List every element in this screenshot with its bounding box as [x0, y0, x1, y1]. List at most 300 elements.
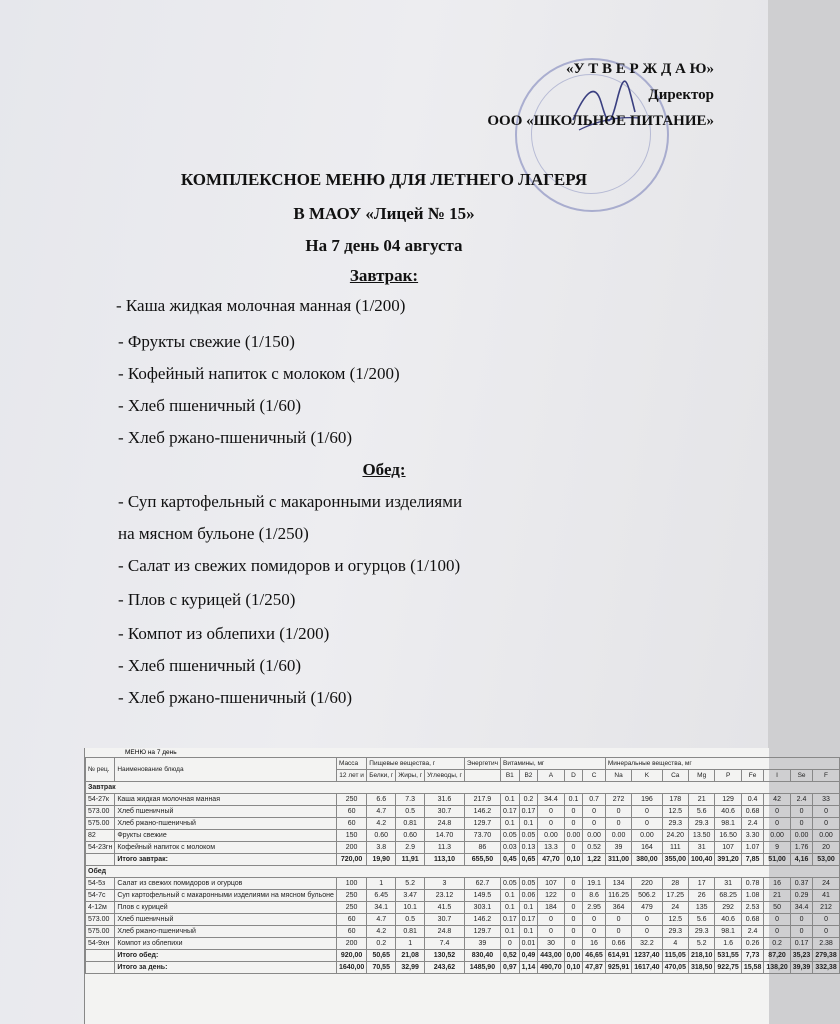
table-cell: 53,00: [813, 854, 839, 866]
table-cell: 0: [632, 806, 662, 818]
table-cell: 0: [764, 818, 790, 830]
dish-name-cell: Итого завтрак:: [115, 854, 337, 866]
table-cell: [86, 962, 115, 974]
table-cell: 272: [605, 794, 631, 806]
header-subcolumn: Mg: [688, 770, 714, 782]
table-cell: 7.3: [396, 794, 425, 806]
table-cell: 5.6: [688, 806, 714, 818]
table-cell: 50: [764, 902, 790, 914]
table-cell: 32,99: [396, 962, 425, 974]
table-cell: 149.5: [464, 890, 500, 902]
table-cell: [86, 854, 115, 866]
table-cell: 218,10: [688, 950, 714, 962]
table-cell: 16: [764, 878, 790, 890]
header-subcolumn: 12 лет и: [336, 770, 366, 782]
table-cell: 46,65: [583, 950, 606, 962]
table-cell: 0,52: [501, 950, 520, 962]
table-cell: 40.6: [715, 914, 741, 926]
table-cell: 1.6: [715, 938, 741, 950]
table-cell: 0.4: [741, 794, 764, 806]
table-cell: 0.1: [519, 818, 538, 830]
table-cell: 29.3: [688, 818, 714, 830]
table-cell: 107: [538, 878, 564, 890]
table-cell: 0: [538, 914, 564, 926]
approval-block: [487, 56, 714, 134]
lunch-heading: Обед:: [362, 460, 406, 479]
table-cell: 0.00: [564, 830, 583, 842]
table-cell: 391,20: [715, 854, 741, 866]
table-cell: 0.00: [764, 830, 790, 842]
table-row: [86, 878, 840, 890]
table-cell: 0.1: [501, 926, 520, 938]
table-cell: 73.70: [464, 830, 500, 842]
table-cell: 5.2: [688, 938, 714, 950]
dish-name-cell: Каша жидкая молочная манная: [115, 794, 337, 806]
header-subcolumn: P: [715, 770, 741, 782]
table-cell: 332,38: [813, 962, 839, 974]
table-cell: 54-27к: [86, 794, 115, 806]
table-cell: 0,65: [519, 854, 538, 866]
header-subcolumn: A: [538, 770, 564, 782]
table-cell: 0: [564, 914, 583, 926]
table-cell: 0.52: [583, 842, 606, 854]
table-cell: 0.00: [813, 830, 839, 842]
breakfast-item: - Хлеб пшеничный (1/60): [118, 396, 302, 415]
table-cell: 0.1: [564, 794, 583, 806]
header-subcolumn: F: [813, 770, 839, 782]
table-cell: 575.00: [86, 818, 115, 830]
table-cell: 31: [688, 842, 714, 854]
table-cell: 164: [632, 842, 662, 854]
nutrition-table: [85, 757, 840, 974]
table-cell: 0: [583, 806, 606, 818]
table-cell: 12.5: [662, 806, 688, 818]
table-cell: 380,00: [632, 854, 662, 866]
table-row: [86, 926, 840, 938]
table-cell: 100,40: [688, 854, 714, 866]
table-cell: 1,22: [583, 854, 606, 866]
table-cell: 129.7: [464, 818, 500, 830]
dish-name-cell: Итого обед:: [115, 950, 337, 962]
table-cell: 0.1: [519, 926, 538, 938]
section-row: [86, 866, 840, 878]
table-cell: 0,45: [501, 854, 520, 866]
table-cell: 19,90: [367, 854, 396, 866]
table-cell: 1,14: [519, 962, 538, 974]
table-cell: 614,91: [605, 950, 631, 962]
table-cell: 0: [538, 806, 564, 818]
table-row: [86, 914, 840, 926]
header-energy: Энергетич: [464, 758, 500, 770]
table-cell: 11,91: [396, 854, 425, 866]
table-cell: 0.05: [519, 830, 538, 842]
table-cell: 0.03: [501, 842, 520, 854]
table-cell: 200: [336, 938, 366, 950]
table-cell: 0.17: [790, 938, 813, 950]
breakfast-item: - Фрукты свежие (1/150): [118, 332, 295, 351]
header-minerals: Минеральные вещества, мг: [605, 758, 839, 770]
table-row: [86, 806, 840, 818]
table-cell: 3.47: [396, 890, 425, 902]
school-title: В МАОУ «Лицей № 15»: [293, 204, 475, 223]
table-cell: 29.3: [688, 926, 714, 938]
table-cell: 1237,40: [632, 950, 662, 962]
table-cell: 0: [764, 806, 790, 818]
table-cell: 250: [336, 794, 366, 806]
table-cell: 135: [688, 902, 714, 914]
table-cell: 0: [813, 926, 839, 938]
table-cell: 2.4: [790, 794, 813, 806]
table-cell: 364: [605, 902, 631, 914]
table-cell: 7.4: [425, 938, 465, 950]
table-cell: 0: [501, 938, 520, 950]
lunch-item: - Компот из облепихи (1/200): [118, 624, 330, 643]
table-cell: 21: [688, 794, 714, 806]
lunch-item: - Хлеб пшеничный (1/60): [118, 656, 302, 675]
table-cell: 0: [564, 842, 583, 854]
table-cell: 0.60: [396, 830, 425, 842]
total-row: [86, 854, 840, 866]
table-cell: 355,00: [662, 854, 688, 866]
menu-title: КОМПЛЕКСНОЕ МЕНЮ ДЛЯ ЛЕТНЕГО ЛАГЕРЯ: [180, 170, 588, 189]
table-cell: 16.50: [715, 830, 741, 842]
table-cell: 5.6: [688, 914, 714, 926]
table-cell: 479: [632, 902, 662, 914]
table-cell: 41: [813, 890, 839, 902]
table-cell: 0.17: [501, 914, 520, 926]
table-cell: 250: [336, 902, 366, 914]
header-dish-name: Наименование блюда: [115, 758, 337, 782]
table-header-row-1: [86, 758, 840, 770]
table-cell: 1.76: [790, 842, 813, 854]
header-subcolumn: D: [564, 770, 583, 782]
table-cell: 39: [605, 842, 631, 854]
table-cell: 0.1: [519, 902, 538, 914]
table-cell: 17: [688, 878, 714, 890]
breakfast-heading: Завтрак:: [349, 266, 419, 285]
table-cell: 0.26: [741, 938, 764, 950]
table-cell: 98.1: [715, 926, 741, 938]
table-cell: 0.1: [501, 818, 520, 830]
table-cell: Обед: [86, 866, 840, 878]
table-cell: 4.7: [367, 806, 396, 818]
table-cell: 19.1: [583, 878, 606, 890]
table-cell: 920,00: [336, 950, 366, 962]
table-cell: 8.6: [583, 890, 606, 902]
lunch-item: на мясном бульоне (1/250): [118, 524, 309, 543]
table-cell: 0.81: [396, 926, 425, 938]
header-subcolumn: I: [764, 770, 790, 782]
header-subcolumn: C: [583, 770, 606, 782]
table-row: [86, 830, 840, 842]
table-cell: 200: [336, 842, 366, 854]
table-row: [86, 794, 840, 806]
header-subcolumn: Жиры, г: [396, 770, 425, 782]
table-cell: 1: [396, 938, 425, 950]
table-cell: 0.2: [519, 794, 538, 806]
table-row: [86, 842, 840, 854]
table-cell: 0: [583, 818, 606, 830]
table-cell: 0.78: [741, 878, 764, 890]
breakfast-item: - Каша жидкая молочная манная (1/200): [116, 296, 406, 315]
table-cell: 60: [336, 818, 366, 830]
table-cell: 1640,00: [336, 962, 366, 974]
table-cell: 573.00: [86, 914, 115, 926]
table-cell: 0: [632, 926, 662, 938]
dish-name-cell: Фрукты свежие: [115, 830, 337, 842]
dish-name-cell: Хлеб пшеничный: [115, 914, 337, 926]
table-cell: 0.60: [367, 830, 396, 842]
table-cell: 0: [605, 818, 631, 830]
table-cell: 196: [632, 794, 662, 806]
table-cell: 0.68: [741, 806, 764, 818]
table-cell: 0: [564, 818, 583, 830]
table-cell: 178: [662, 794, 688, 806]
table-caption: МЕНЮ на 7 день: [125, 749, 177, 756]
table-cell: 0,10: [564, 854, 583, 866]
table-cell: 573.00: [86, 806, 115, 818]
table-cell: 0.68: [741, 914, 764, 926]
table-cell: 0: [790, 818, 813, 830]
table-cell: 1: [367, 878, 396, 890]
table-cell: 34.4: [538, 794, 564, 806]
table-cell: 0: [605, 914, 631, 926]
table-cell: 60: [336, 926, 366, 938]
table-cell: 0: [538, 926, 564, 938]
table-cell: 134: [605, 878, 631, 890]
table-cell: 0.1: [501, 902, 520, 914]
table-cell: 0.17: [519, 806, 538, 818]
table-cell: 0: [564, 806, 583, 818]
table-cell: 17.25: [662, 890, 688, 902]
table-cell: 47,70: [538, 854, 564, 866]
table-cell: 54-7с: [86, 890, 115, 902]
table-cell: 13.50: [688, 830, 714, 842]
table-cell: 0.29: [790, 890, 813, 902]
table-cell: 4.7: [367, 914, 396, 926]
table-cell: 0.5: [396, 914, 425, 926]
table-cell: 0: [764, 914, 790, 926]
table-cell: 0.17: [519, 914, 538, 926]
table-cell: 33: [813, 794, 839, 806]
table-cell: 0.1: [501, 794, 520, 806]
table-cell: 292: [715, 902, 741, 914]
dish-name-cell: Хлеб ржано-пшеничный: [115, 818, 337, 830]
dish-name-cell: Суп картофельный с макаронными изделиями на мясном бульоне: [115, 890, 337, 902]
table-cell: 243,62: [425, 962, 465, 974]
table-cell: 146.2: [464, 806, 500, 818]
table-cell: 107: [715, 842, 741, 854]
approval-line-3: ООО «ШКОЛЬНОЕ ПИТАНИЕ»: [487, 113, 714, 129]
table-cell: 146.2: [464, 914, 500, 926]
table-cell: 303.1: [464, 902, 500, 914]
lunch-item: - Салат из свежих помидоров и огурцов (1/100): [118, 556, 461, 575]
table-cell: 0: [764, 926, 790, 938]
table-cell: 212: [813, 902, 839, 914]
table-cell: 0.00: [790, 830, 813, 842]
table-cell: 0: [583, 914, 606, 926]
table-cell: 86: [464, 842, 500, 854]
table-cell: 4: [662, 938, 688, 950]
table-cell: 311,00: [605, 854, 631, 866]
header-mass: Масса: [336, 758, 366, 770]
table-cell: 31.6: [425, 794, 465, 806]
table-cell: 7,85: [741, 854, 764, 866]
table-cell: 51,00: [764, 854, 790, 866]
table-cell: 30.7: [425, 806, 465, 818]
table-cell: 443,00: [538, 950, 564, 962]
total-row: [86, 950, 840, 962]
table-cell: 0: [790, 806, 813, 818]
dish-name-cell: Итого за день:: [115, 962, 337, 974]
table-cell: 116.25: [605, 890, 631, 902]
table-cell: 0.13: [519, 842, 538, 854]
header-subcolumn: Fe: [741, 770, 764, 782]
table-cell: 925,91: [605, 962, 631, 974]
table-cell: 20: [813, 842, 839, 854]
table-cell: 87,20: [764, 950, 790, 962]
header-vitamins: Витамины, мг: [501, 758, 606, 770]
table-row: [86, 818, 840, 830]
table-cell: 68.25: [715, 890, 741, 902]
table-cell: 21,08: [396, 950, 425, 962]
dish-name-cell: Хлеб ржано-пшеничный: [115, 926, 337, 938]
table-cell: 113,10: [425, 854, 465, 866]
table-cell: 217.9: [464, 794, 500, 806]
table-cell: 720,00: [336, 854, 366, 866]
section-row: [86, 782, 840, 794]
table-cell: 575.00: [86, 926, 115, 938]
table-cell: 6.45: [367, 890, 396, 902]
table-cell: 0: [564, 938, 583, 950]
table-cell: 0.7: [583, 794, 606, 806]
table-cell: 41.5: [425, 902, 465, 914]
table-row: [86, 890, 840, 902]
dish-name-cell: Хлеб пшеничный: [115, 806, 337, 818]
table-cell: 62.7: [464, 878, 500, 890]
table-cell: 30.7: [425, 914, 465, 926]
nutrition-table-sheet: [84, 748, 837, 1024]
table-cell: 0: [564, 926, 583, 938]
table-cell: 0.01: [519, 938, 538, 950]
table-cell: 28: [662, 878, 688, 890]
table-cell: 1.08: [741, 890, 764, 902]
table-cell: 129.7: [464, 926, 500, 938]
table-cell: 0: [813, 818, 839, 830]
table-cell: 138,20: [764, 962, 790, 974]
table-cell: 0.06: [519, 890, 538, 902]
approval-line-2: Директор: [648, 87, 714, 103]
header-subcolumn: B1: [501, 770, 520, 782]
dish-name-cell: Салат из свежих помидоров и огурцов: [115, 878, 337, 890]
table-cell: 0.00: [605, 830, 631, 842]
table-cell: 0: [564, 902, 583, 914]
table-cell: 3.8: [367, 842, 396, 854]
table-cell: 54-5з: [86, 878, 115, 890]
table-cell: 13.3: [538, 842, 564, 854]
table-cell: 0: [538, 818, 564, 830]
table-cell: 54-23гн: [86, 842, 115, 854]
table-cell: 150: [336, 830, 366, 842]
table-cell: 23.12: [425, 890, 465, 902]
table-cell: 29.3: [662, 818, 688, 830]
dish-name-cell: Компот из облепихи: [115, 938, 337, 950]
table-cell: 0.37: [790, 878, 813, 890]
table-cell: 24.8: [425, 818, 465, 830]
table-cell: 60: [336, 914, 366, 926]
table-cell: 115,05: [662, 950, 688, 962]
table-cell: 32.2: [632, 938, 662, 950]
table-cell: 1617,40: [632, 962, 662, 974]
table-cell: 4.2: [367, 818, 396, 830]
table-cell: 31: [715, 878, 741, 890]
table-cell: 12.5: [662, 914, 688, 926]
table-cell: 26: [688, 890, 714, 902]
table-cell: 0.2: [764, 938, 790, 950]
table-cell: 70,55: [367, 962, 396, 974]
table-cell: 24.20: [662, 830, 688, 842]
table-cell: 0.2: [367, 938, 396, 950]
table-cell: 1.07: [741, 842, 764, 854]
table-cell: 130,52: [425, 950, 465, 962]
table-cell: 0: [632, 914, 662, 926]
table-cell: 470,05: [662, 962, 688, 974]
header-subcolumn: K: [632, 770, 662, 782]
table-cell: 0.00: [538, 830, 564, 842]
header-subcolumn: Ca: [662, 770, 688, 782]
table-cell: 4-12м: [86, 902, 115, 914]
table-cell: 2.9: [396, 842, 425, 854]
table-cell: 0: [583, 926, 606, 938]
table-cell: 0: [632, 818, 662, 830]
table-cell: 0.00: [583, 830, 606, 842]
table-cell: [86, 950, 115, 962]
table-cell: 0.17: [501, 806, 520, 818]
table-cell: 490,70: [538, 962, 564, 974]
table-cell: 24.8: [425, 926, 465, 938]
table-cell: 34.4: [790, 902, 813, 914]
table-cell: 9: [764, 842, 790, 854]
header-nutrients: Пищевые вещества, г: [367, 758, 465, 770]
table-cell: 4,16: [790, 854, 813, 866]
table-cell: 0,97: [501, 962, 520, 974]
table-row: [86, 938, 840, 950]
table-body: [86, 782, 840, 974]
breakfast-item: - Хлеб ржано-пшеничный (1/60): [118, 428, 353, 447]
table-cell: 5.2: [396, 878, 425, 890]
table-cell: Завтрак: [86, 782, 840, 794]
table-cell: 54-9хн: [86, 938, 115, 950]
table-cell: 0: [605, 926, 631, 938]
table-cell: 40.6: [715, 806, 741, 818]
header-subcolumn: Se: [790, 770, 813, 782]
table-cell: 279,38: [813, 950, 839, 962]
table-cell: 24: [662, 902, 688, 914]
table-cell: 0.05: [501, 878, 520, 890]
table-cell: 0,00: [564, 950, 583, 962]
table-cell: 100: [336, 878, 366, 890]
table-cell: 30: [538, 938, 564, 950]
table-cell: 11.3: [425, 842, 465, 854]
table-cell: 2.53: [741, 902, 764, 914]
approval-line-1: «У Т В Е Р Ж Д А Ю»: [565, 61, 714, 77]
table-cell: 0: [605, 806, 631, 818]
table-cell: 39: [464, 938, 500, 950]
dish-name-cell: Плов с курицей: [115, 902, 337, 914]
header-subcolumn: B2: [519, 770, 538, 782]
lunch-item: - Хлеб ржано-пшеничный (1/60): [118, 688, 353, 707]
table-cell: 15,58: [741, 962, 764, 974]
